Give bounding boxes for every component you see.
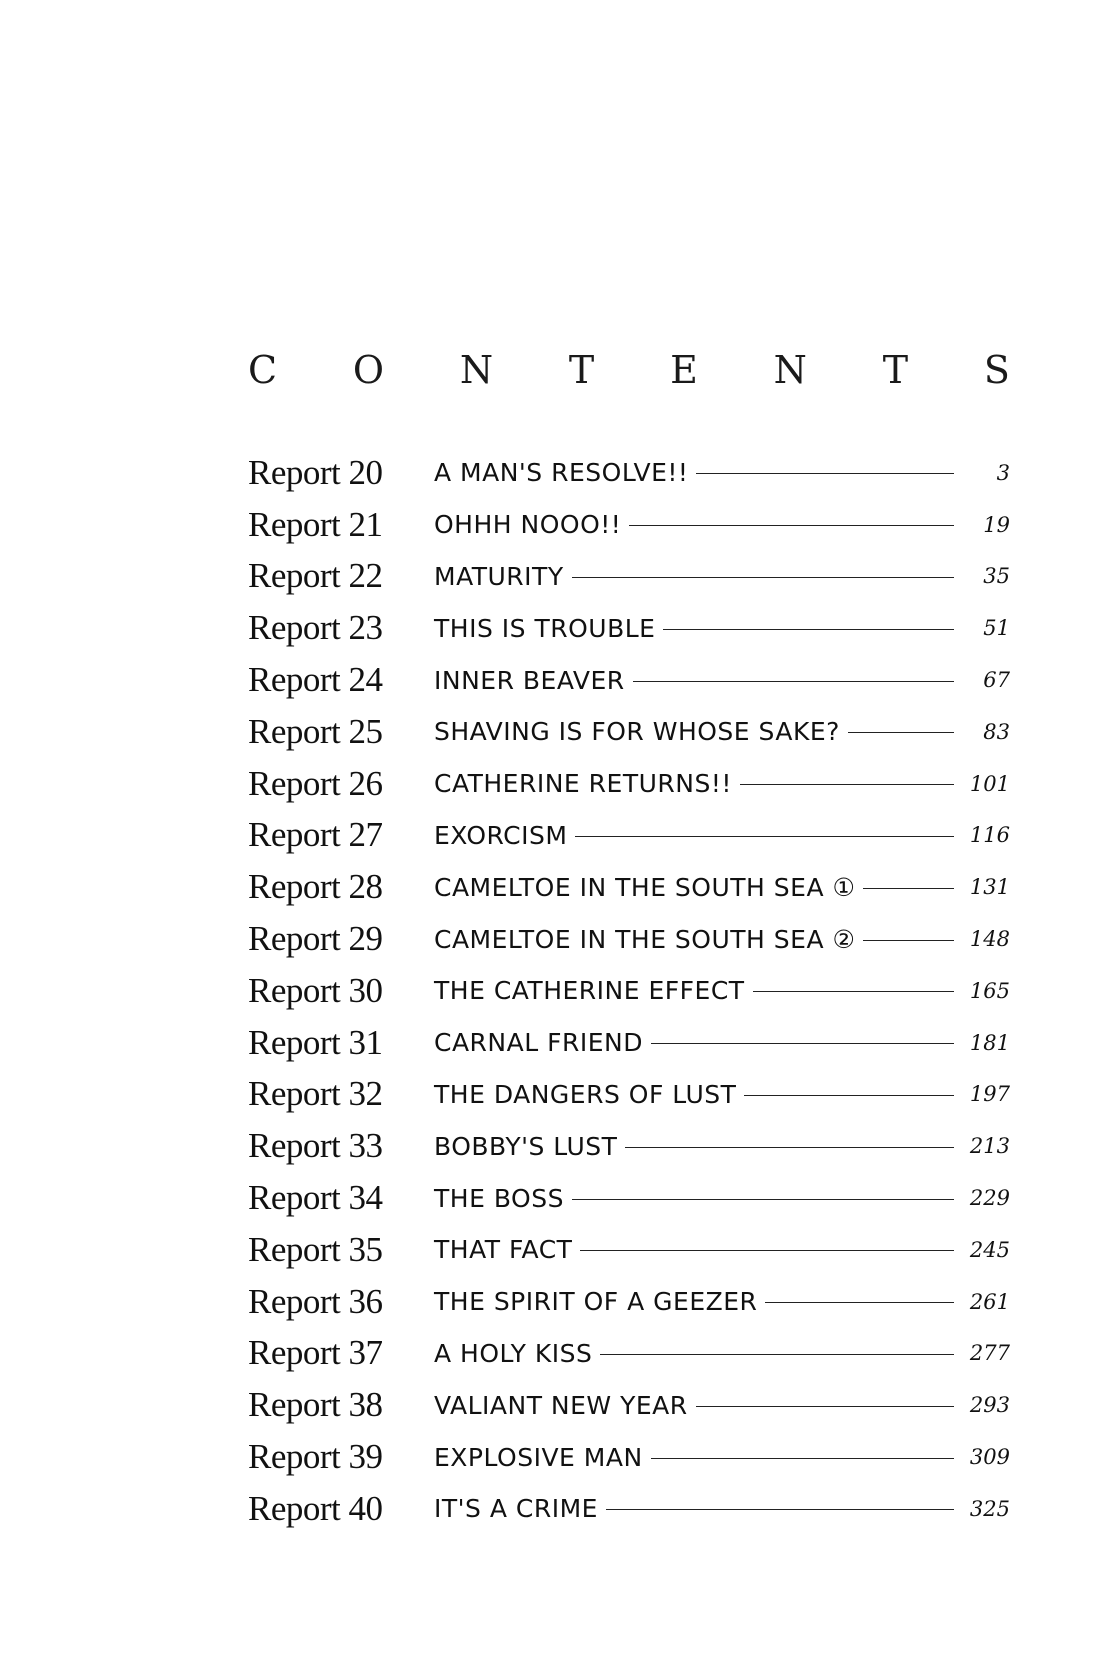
toc-entry [248,965,1010,1017]
page-number: 181 [969,1030,1010,1055]
report-label: Report 39 [248,1437,383,1477]
heading-letter: O [352,348,385,392]
toc-entry [248,758,1010,810]
report-label: Report 25 [248,711,383,751]
chapter-title: SHAVING IS FOR WHOSE SAKE? [434,717,840,747]
chapter-title: CATHERINE RETURNS!! [434,769,732,799]
toc-entry [248,1379,1010,1431]
leader-line [572,577,954,578]
toc-entry [248,1069,1010,1121]
chapter-title: A MAN'S RESOLVE!! [434,458,689,488]
leader-line [696,473,954,474]
report-label: Report 22 [248,556,383,596]
page-number: 148 [969,927,1010,952]
chapter-title: OHHH NOOO!! [434,510,622,540]
heading-letter: T [568,348,595,392]
toc-entry [248,1017,1010,1069]
page-number: 3 [996,460,1010,485]
chapter-title: EXPLOSIVE MAN [434,1442,643,1472]
report-label: Report 31 [248,1022,383,1062]
leader-line [629,525,954,526]
toc-entry [248,654,1010,706]
page-number: 35 [983,564,1010,589]
page-number: 325 [969,1496,1010,1521]
leader-line [848,732,954,733]
report-label: Report 24 [248,660,383,700]
page-number: 277 [969,1341,1010,1366]
leader-line [580,1250,954,1251]
page-number: 51 [983,616,1010,641]
page-number: 213 [969,1134,1010,1159]
heading-letter: T [882,348,909,392]
report-label: Report 30 [248,970,383,1010]
leader-line [696,1406,954,1407]
page-number: 165 [969,978,1010,1003]
toc-entry [248,706,1010,758]
report-label: Report 29 [248,919,383,959]
heading-letter: C [248,348,278,392]
contents-heading [248,348,1010,392]
heading-letter: N [773,348,807,392]
heading-letter: S [983,348,1010,392]
chapter-title: THE DANGERS OF LUST [434,1079,737,1109]
leader-line [663,629,954,630]
chapter-title: THE SPIRIT OF A GEEZER [434,1287,758,1317]
report-label: Report 20 [248,452,383,492]
page-number: 19 [983,512,1010,537]
report-label: Report 21 [248,504,383,544]
report-label: Report 40 [248,1488,383,1528]
report-label: Report 36 [248,1281,383,1321]
leader-line [765,1302,954,1303]
chapter-title: THE BOSS [434,1183,564,1213]
page-number: 229 [969,1186,1010,1211]
page-number: 261 [969,1289,1010,1314]
toc-entry [248,1172,1010,1224]
chapter-title: MATURITY [434,561,564,591]
chapter-title: IT'S A CRIME [434,1494,598,1524]
toc-entry [248,1328,1010,1380]
chapter-title: A HOLY KISS [434,1338,593,1368]
leader-line [651,1043,954,1044]
toc-entry [248,861,1010,913]
leader-line [633,681,954,682]
table-of-contents [248,447,1010,1535]
toc-entry [248,1483,1010,1535]
leader-line [863,888,954,889]
page-number: 245 [969,1237,1010,1262]
report-label: Report 33 [248,1126,383,1166]
leader-line [575,836,954,837]
toc-entry [248,1276,1010,1328]
leader-line [651,1458,954,1459]
page-number: 293 [969,1393,1010,1418]
page-number: 83 [983,719,1010,744]
leader-line [753,991,954,992]
chapter-title: THE CATHERINE EFFECT [434,976,745,1006]
chapter-title: INNER BEAVER [434,665,625,695]
chapter-title: BOBBY'S LUST [434,1131,618,1161]
page-number: 197 [969,1082,1010,1107]
heading-letter: E [670,348,698,392]
leader-line [740,784,954,785]
report-label: Report 27 [248,815,383,855]
leader-line [744,1095,954,1096]
page-number: 116 [969,823,1010,848]
leader-line [606,1509,954,1510]
chapter-title: CAMELTOE IN THE SOUTH SEA ② [434,924,856,954]
report-label: Report 35 [248,1229,383,1269]
report-label: Report 34 [248,1178,383,1218]
toc-entry [248,602,1010,654]
chapter-title: EXORCISM [434,820,568,850]
leader-line [572,1199,954,1200]
page-number: 67 [983,668,1010,693]
toc-entry [248,1120,1010,1172]
report-label: Report 28 [248,867,383,907]
chapter-title: THIS IS TROUBLE [434,613,656,643]
page-number: 131 [969,875,1010,900]
chapter-title: THAT FACT [434,1235,573,1265]
chapter-title: VALIANT NEW YEAR [434,1390,688,1420]
toc-entry [248,499,1010,551]
toc-entry [248,913,1010,965]
toc-entry [248,551,1010,603]
toc-entry [248,447,1010,499]
report-label: Report 32 [248,1074,383,1114]
leader-line [625,1147,954,1148]
leader-line [600,1354,954,1355]
toc-entry [248,1431,1010,1483]
chapter-title: CARNAL FRIEND [434,1028,643,1058]
chapter-title: CAMELTOE IN THE SOUTH SEA ① [434,872,856,902]
page-number: 309 [969,1445,1010,1470]
heading-letter: N [459,348,494,392]
report-label: Report 37 [248,1333,383,1373]
page-number: 101 [969,771,1010,796]
toc-entry [248,1224,1010,1276]
report-label: Report 38 [248,1385,383,1425]
report-label: Report 23 [248,608,383,648]
toc-entry [248,810,1010,862]
leader-line [863,940,954,941]
report-label: Report 26 [248,763,383,803]
